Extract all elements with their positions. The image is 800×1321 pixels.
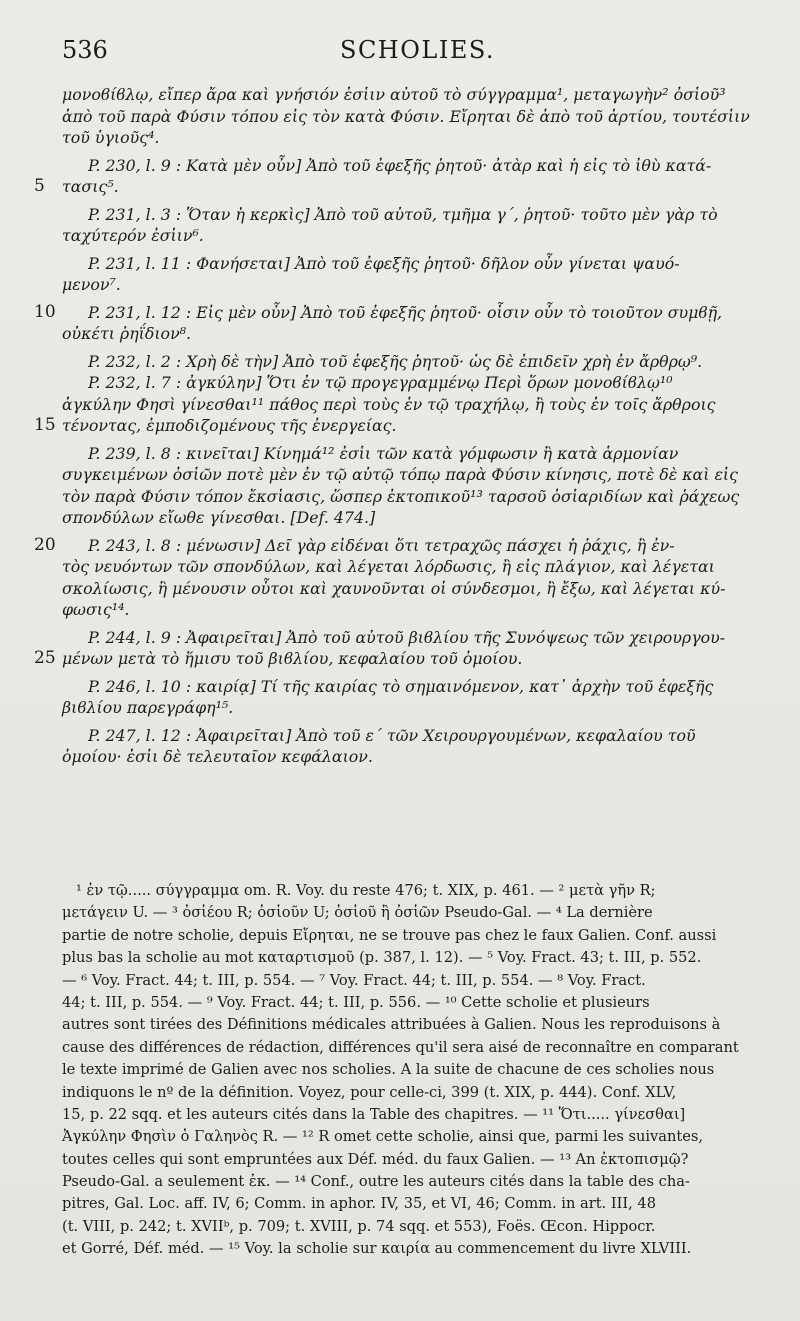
line-number: 15 (34, 415, 56, 435)
line-text: P. 244, l. 9 : Ἀφαιρεῖται] Ἀπὸ τοῦ αὐτοῦ βιϐλίου τῆς Συνόψεως τῶν χειρουργου- (88, 627, 726, 647)
text-line (0, 302, 800, 324)
scholia-text (0, 84, 800, 768)
line-text: P. 231, l. 12 : Εἰς μὲν οὖν] Ἀπὸ τοῦ ἐφεξῆς ῥητοῦ· οἷσιν οὖν τὸ τοιοῦτον συμϐῇ, (88, 302, 723, 322)
line-text: P. 247, l. 12 : Ἀφαιρεῖται] Ἀπὸ τοῦ ε΄ τῶν Χειρουργουμένων, κεφαλαίου τοῦ (88, 725, 696, 745)
footnote-line (0, 1082, 800, 1104)
footnote-text: plus bas la scholie au mot καταρτισμοῦ (p. 387, l. 12). — ⁵ Voy. Fract. 43; t. III, p. 552. (62, 949, 702, 967)
line-text: σπονδύλων εἴωθε γίνεσθαι. [Def. 474.] (62, 508, 376, 527)
text-line (0, 725, 800, 747)
footnote-line (0, 925, 800, 947)
footnote-text: indiquons le nº de la définition. Voyez, pour celle-ci, 399 (t. XIX, p. 444). Conf. XLV, (62, 1083, 677, 1101)
footnote-text: ¹ ἐν τῷ..... σύγγραμμα om. R. Voy. du reste 476; t. XIX, p. 461. — ² μετὰ γῆν R; (76, 882, 656, 899)
line-text: οὐκέτι ῥηΐδιον⁸. (62, 324, 192, 343)
line-text: τὸν παρὰ Φύσιν τόπον ἔκσἱασις, ὥσπερ ἐκτοπικοῦ¹³ ταρσοῦ ὀσἱαριδίων καὶ ῥάχεως (62, 486, 740, 506)
footnote-line (0, 1171, 800, 1193)
text-line (0, 176, 800, 198)
text-line (0, 535, 800, 557)
footnote-line (0, 880, 800, 902)
footnote-text: cause des différences de rédaction, différences qu'il sera aisé de reconnaître en comparant (62, 1038, 739, 1056)
footnote-line (0, 1216, 800, 1238)
footnote-text: Pseudo-Gal. a seulement ἐκ. — ¹⁴ Conf., outre les auteurs cités dans la table des cha- (62, 1173, 690, 1191)
text-line (0, 127, 800, 149)
footnote-text: autres sont tirées des Définitions médicales attribuées à Galien. Nous les reproduisons à (62, 1016, 721, 1034)
line-text: τένοντας, ἐμποδιζομένους τῆς ἐνεργείας. (62, 416, 397, 435)
text-line (0, 155, 800, 177)
footnote-line (0, 1059, 800, 1081)
text-line (0, 415, 800, 437)
line-number: 25 (34, 648, 56, 668)
text-line (0, 372, 800, 394)
text-line (0, 84, 800, 106)
line-number: 10 (34, 301, 56, 322)
line-text: τασις⁵. (62, 177, 119, 196)
footnote-line (0, 1104, 800, 1126)
footnote-text: et Gorré, Déf. méd. — ¹⁵ Voy. la scholie sur καιρία au commencement du livre XLVIII. (62, 1240, 692, 1258)
text-line (0, 697, 800, 719)
line-text: P. 232, l. 7 : ἀγκύλην] Ὅτι ἐν τῷ προγεγραμμένῳ Περὶ ὅρων μονοϐίϐλῳ¹⁰ (88, 373, 673, 392)
footnote-line (0, 902, 800, 924)
text-line (0, 351, 800, 373)
footnote-text: (t. VIII, p. 242; t. XVIIᵇ, p. 709; t. XVIII, p. 74 sqq. et 553), Foës. Œcon. Hippocr. (62, 1217, 656, 1235)
line-text: P. 230, l. 9 : Κατὰ μὲν οὖν] Ἀπὸ τοῦ ἐφεξῆς ῥητοῦ· ἀτὰρ καὶ ἡ εἰς τὸ ἰθὺ κατά- (88, 155, 712, 175)
line-text: ταχύτερόν ἐσἱιν⁶. (62, 226, 204, 245)
line-text: ὁμοίου· ἐσἱι δὲ τελευταῖον κεφάλαιον. (62, 747, 373, 766)
footnote-line (0, 947, 800, 969)
footnote-text: Ἀγκύλην Φησὶν ὁ Γαληνὸς R. — ¹² R omet cette scholie, ainsi que, parmi les suivantes, (62, 1128, 704, 1146)
line-text: ἀγκύλην Φησὶ γίνεσθαι¹¹ πάθος περὶ τοὺς ἐν τῷ τραχήλῳ, ἢ τοὺς ἐν τοῖς ἄρθροις (62, 394, 716, 414)
text-line (0, 394, 800, 416)
text-line (0, 274, 800, 296)
footnote-text: pitres, Gal. Loc. aff. IV, 6; Comm. in aphor. IV, 35, et VI, 46; Comm. in art. III, 48 (62, 1195, 656, 1213)
footnote-text: μετάγειν U. — ³ ὀσἱέου R; ὀσἱοῦν U; ὀσἱοῦ ἢ ὀσἱῶν Pseudo-Gal. — ⁴ La dernière (62, 904, 653, 922)
line-text: P. 246, l. 10 : καιρίᾳ] Τί τῆς καιρίας τὸ σημαινόμενον, κατ᾽ ἀρχὴν τοῦ ἐφεξῆς (88, 676, 714, 696)
line-number: 5 (34, 176, 45, 196)
text-line (0, 599, 800, 621)
line-text: σκολίωσις, ἢ μένουσιν οὗτοι καὶ χαυνοῦνται οἱ σύνδεσμοι, ἢ ἔξω, καὶ λέγεται κύ- (62, 578, 726, 598)
text-line (0, 676, 800, 698)
text-line (0, 746, 800, 768)
text-line (0, 556, 800, 578)
line-text: τὸς νευόντων τῶν σπονδύλων, καὶ λέγεται λόρδωσις, ἢ εἰς πλάγιον, καὶ λέγεται (62, 557, 715, 576)
line-text: P. 232, l. 2 : Χρὴ δὲ τὴν] Ἀπὸ τοῦ ἐφεξῆς ῥητοῦ· ὡς δὲ ἐπιδεῖν χρὴ ἐν ἄρθρῳ⁹. (88, 351, 703, 371)
line-text: βιϐλίου παρεγράφη¹⁵. (62, 698, 234, 717)
text-line (0, 323, 800, 345)
line-text: μενον⁷. (62, 275, 121, 294)
footnote-text: 44; t. III, p. 554. — ⁹ Voy. Fract. 44; t. III, p. 556. — ¹⁰ Cette scholie et plusieurs (62, 993, 650, 1011)
line-text: P. 231, l. 11 : Φανήσεται] Ἀπὸ τοῦ ἐφεξῆς ῥητοῦ· δῆλον οὖν γίνεται ψαυό- (88, 253, 680, 273)
line-text: P. 243, l. 8 : μένωσιν] Δεῖ γὰρ εἰδέναι ὅτι τετραχῶς πάσχει ἡ ῥάχις, ἢ ἐν- (88, 535, 675, 555)
footnote-line (0, 1037, 800, 1059)
text-line (0, 507, 800, 529)
line-text: μονοϐίϐλῳ, εἴπερ ἄρα καὶ γνήσιόν ἐσἱιν αὐτοῦ τὸ σύγγραμμα¹, μεταγωγὴν² ὀσἱοῦ³ (62, 85, 726, 104)
footnote-text: 15, p. 22 sqq. et les auteurs cités dans la Table des chapitres. — ¹¹ Ὅτι..... γίνεσθαι] (62, 1105, 686, 1123)
text-line (0, 486, 800, 508)
text-line (0, 106, 800, 128)
footnote-text: partie de notre scholie, depuis Εἴρηται, ne se trouve pas chez le faux Galien. Conf. aussi (62, 926, 717, 944)
text-line (0, 578, 800, 600)
page-header (0, 36, 800, 70)
running-title: SCHOLIES. (340, 36, 496, 64)
page-number: 536 (62, 36, 108, 64)
footnote-text: le texte imprimé de Galien avec nos scholies. A la suite de chacune de ces scholies nous (62, 1061, 715, 1079)
footnote-text: toutes celles qui sont empruntées aux Déf. méd. du faux Galien. — ¹³ An ἐκτοπισμῷ? (62, 1150, 689, 1168)
line-text: συγκειμένων ὀσἱῶν ποτὲ μὲν ἐν τῷ αὐτῷ τόπῳ παρὰ Φύσιν κίνησις, ποτὲ δὲ καὶ εἰς (62, 465, 738, 484)
footnote-line (0, 970, 800, 992)
footnotes (0, 880, 800, 1261)
text-line (0, 253, 800, 275)
line-text: P. 239, l. 8 : κινεῖται] Κίνημά¹² ἐσἱι τῶν κατὰ γόμφωσιν ἢ κατὰ ἁρμονίαν (88, 443, 679, 463)
footnote-line (0, 1193, 800, 1215)
text-line (0, 648, 800, 670)
line-text: μένων μετὰ τὸ ἥμισυ τοῦ βιϐλίου, κεφαλαίου τοῦ ὁμοίου. (62, 649, 523, 668)
footnote-line (0, 992, 800, 1014)
footnote-line (0, 1014, 800, 1036)
line-text: ἀπὸ τοῦ παρὰ Φύσιν τόπου εἰς τὸν κατὰ Φύσιν. Εἴρηται δὲ ἀπὸ τοῦ ἀρτίου, τουτέσἱιν (62, 106, 750, 126)
line-text: τοῦ ὑγιοῦς⁴. (62, 128, 160, 147)
footnote-line (0, 1126, 800, 1148)
line-text: P. 231, l. 3 : Ὅταν ἡ κερκὶς] Ἀπὸ τοῦ αὐτοῦ, τμῆμα γ΄, ῥητοῦ· τοῦτο μὲν γὰρ τὸ (88, 204, 718, 224)
footnote-line (0, 1238, 800, 1260)
text-line (0, 464, 800, 486)
line-text: φωσις¹⁴. (62, 600, 130, 619)
text-line (0, 225, 800, 247)
footnote-line (0, 1149, 800, 1171)
footnote-text: — ⁶ Voy. Fract. 44; t. III, p. 554. — ⁷ Voy. Fract. 44; t. III, p. 554. — ⁸ Voy. Fract. (62, 971, 646, 989)
line-number: 20 (34, 534, 56, 555)
text-line (0, 443, 800, 465)
text-line (0, 627, 800, 649)
text-line (0, 204, 800, 226)
